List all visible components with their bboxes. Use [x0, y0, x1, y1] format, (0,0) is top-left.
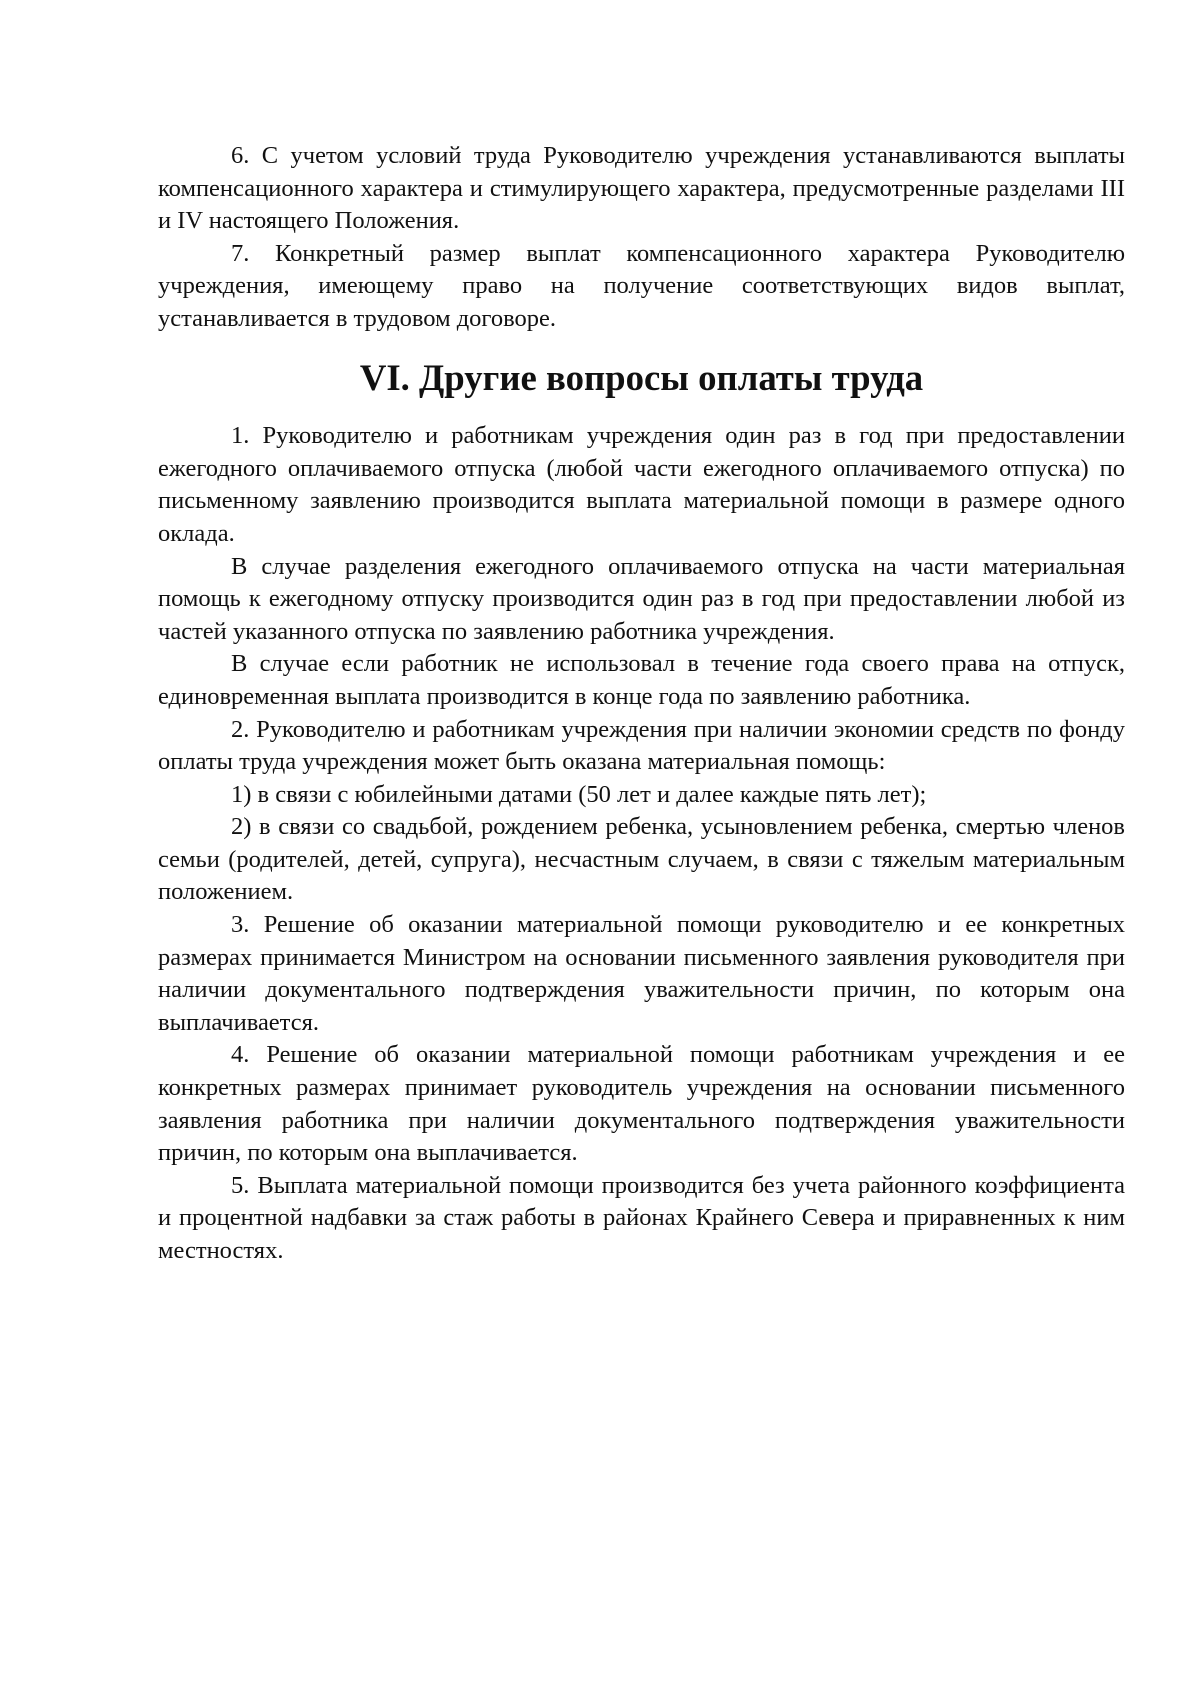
section-paragraph-9: 5. Выплата материальной помощи производится без учета районного коэффициента и процентной надбавки за стаж работы в районах Крайнего Севера и приравненных к ним местностях.: [158, 1171, 1125, 1264]
section-paragraph-8: 4. Решение об оказании материальной помощи работникам учреждения и ее конкретных размерах принимает руководитель учреждения на основании письменного заявления работника при наличии документального подтверждения уважительности причин, по которым она выплачивается.: [158, 1041, 1125, 1167]
paragraph-7-specific-amount: 7. Конкретный размер выплат компенсационного характера Руководителю учреждения, имеющему право на получение соответствующих видов выплат, устанавливается в трудовом договоре.: [158, 239, 1125, 332]
paragraph-6-compensation: 6. С учетом условий труда Руководителю учреждения устанавливаются выплаты компенсационного характера и стимулирующего характера, предусмотренные разделами III и IV настоящего Положения.: [158, 142, 1125, 235]
section-paragraph-6: 2) в связи со свадьбой, рождением ребенка, усыновлением ребенка, смертью членов семьи (родителей, детей, супруга), несчастным случаем, в связи с тяжелым материальным положением.: [158, 813, 1125, 906]
section-paragraph-4: 2. Руководителю и работникам учреждения при наличии экономии средств по фонду оплаты труда учреждения может быть оказана материальная помощь:: [158, 715, 1125, 776]
section-paragraph-3: В случае если работник не использовал в течение года своего права на отпуск, единовременная выплата производится в конце года по заявлению работника.: [158, 650, 1125, 710]
section-title: VI. Другие вопросы оплаты труда: [359, 356, 924, 398]
section-paragraph-1: 1. Руководителю и работникам учреждения один раз в год при предоставлении ежегодного оплачиваемого отпуска (любой части ежегодного оплачиваемого отпуска) по письменному заявлению производится выплата материальной помощи в размере одного оклада.: [158, 422, 1125, 547]
section-paragraph-7: 3. Решение об оказании материальной помощи руководителю и ее конкретных размерах принимается Министром на основании письменного заявления руководителя при наличии документального подтверждения уважительности причин, по которым она выплачивается.: [158, 911, 1125, 1036]
section-paragraph-5: 1) в связи с юбилейными датами (50 лет и далее каждые пять лет);: [231, 780, 927, 808]
section-paragraph-2: В случае разделения ежегодного оплачиваемого отпуска на части материальная помощь к ежегодному отпуску производится один раз в год при предоставлении любой из частей указанного отпуска по заявлению работника учреждения.: [158, 552, 1125, 645]
